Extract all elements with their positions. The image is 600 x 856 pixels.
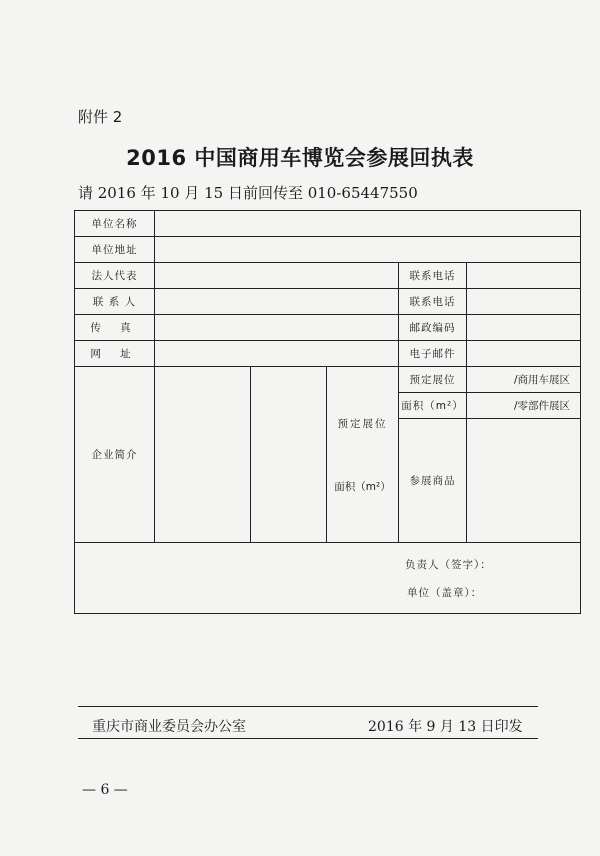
page-number: — 6 — bbox=[82, 782, 128, 798]
fax-field[interactable] bbox=[155, 315, 399, 341]
email-field[interactable] bbox=[467, 341, 581, 367]
row-unit-name bbox=[75, 211, 581, 237]
issuing-organization: 重庆市商业委员会办公室 bbox=[92, 719, 246, 735]
contact-phone-field-1[interactable] bbox=[467, 263, 581, 289]
footer-rule-bottom bbox=[78, 738, 538, 739]
company-intro-label: 企业简介 bbox=[75, 367, 155, 543]
booth-area-cell bbox=[327, 367, 399, 543]
responsible-person-label: 负责人（签字）： bbox=[405, 559, 492, 571]
unit-address-field[interactable] bbox=[155, 237, 581, 263]
unit-name-label: 单位名称 bbox=[75, 211, 155, 237]
contact-phone-field-2[interactable] bbox=[467, 289, 581, 315]
registration-form-table bbox=[74, 210, 581, 614]
website-field[interactable] bbox=[155, 341, 399, 367]
exhibits-label: 参展商品 bbox=[399, 419, 467, 543]
row-contact-person bbox=[75, 289, 581, 315]
unit-name-field[interactable] bbox=[155, 211, 581, 237]
legal-rep-field[interactable] bbox=[155, 263, 399, 289]
unit-address-label: 单位地址 bbox=[75, 237, 155, 263]
booth-label-right: 预定展位 bbox=[399, 367, 467, 393]
contact-phone-label-2: 联系电话 bbox=[399, 289, 467, 315]
row-unit-address bbox=[75, 237, 581, 263]
issue-date: 2016 年 9 月 13 日印发 bbox=[368, 719, 523, 735]
area-label-left: 面积（m²） bbox=[334, 480, 391, 493]
parts-zone-field[interactable]: /零部件展区 bbox=[467, 393, 581, 419]
company-intro-field-2[interactable] bbox=[251, 367, 327, 543]
attachment-label: 附件 2 bbox=[78, 108, 123, 126]
contact-phone-label-1: 联系电话 bbox=[399, 263, 467, 289]
postal-code-field[interactable] bbox=[467, 315, 581, 341]
email-label: 电子邮件 bbox=[399, 341, 467, 367]
postal-code-label: 邮政编码 bbox=[399, 315, 467, 341]
unit-seal-label: 单位（盖章）： bbox=[407, 587, 483, 599]
area-label-right: 面积（m²） bbox=[399, 393, 467, 419]
document-title: 2016 中国商用车博览会参展回执表 bbox=[126, 146, 474, 170]
commercial-zone-field[interactable]: /商用车展区 bbox=[467, 367, 581, 393]
website-label: 网 址 bbox=[75, 341, 155, 367]
signature-cell[interactable] bbox=[75, 543, 581, 614]
row-website bbox=[75, 341, 581, 367]
footer-rule-top bbox=[78, 706, 538, 707]
row-booth bbox=[75, 367, 581, 393]
contact-person-field[interactable] bbox=[155, 289, 399, 315]
legal-rep-label: 法人代表 bbox=[75, 263, 155, 289]
booth-label-left: 预定展位 bbox=[337, 417, 388, 430]
row-legal-rep bbox=[75, 263, 581, 289]
fax-label: 传 真 bbox=[75, 315, 155, 341]
company-intro-field[interactable] bbox=[155, 367, 251, 543]
contact-person-label: 联 系 人 bbox=[75, 289, 155, 315]
row-fax bbox=[75, 315, 581, 341]
exhibits-field[interactable] bbox=[467, 419, 581, 543]
return-instruction: 请 2016 年 10 月 15 日前回传至 010-65447550 bbox=[78, 184, 418, 202]
row-signature bbox=[75, 543, 581, 614]
